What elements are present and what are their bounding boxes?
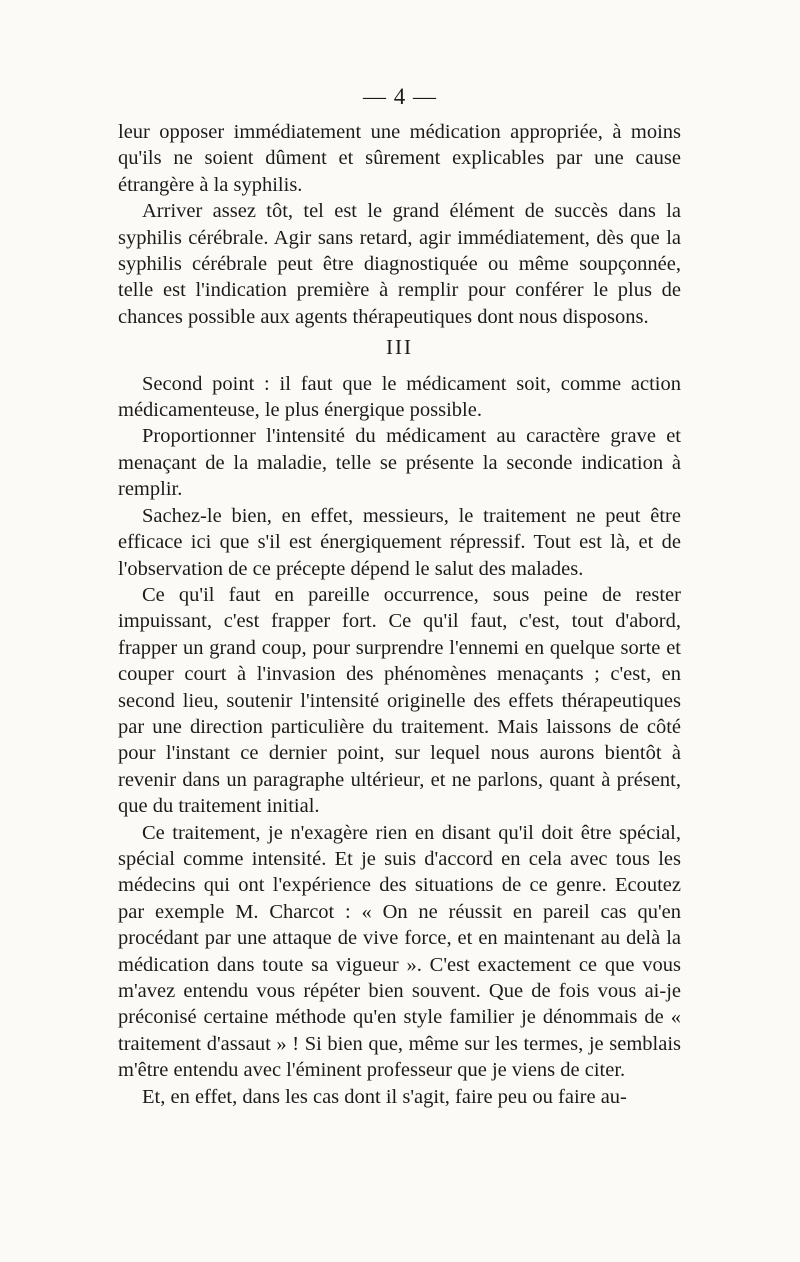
paragraph: Second point : il faut que le médicament soit, comme action médicamenteuse, le plus énergique possible. — [118, 372, 681, 422]
paragraph: Et, en effet, dans les cas dont il s'agit, faire peu ou faire au- — [142, 1085, 627, 1108]
paragraph-continuation: leur opposer immédiatement une médication appropriée, à moins qu'ils ne soient dûment et sûrement explicables par une cause étrangère à la syphilis. — [118, 121, 681, 196]
paragraph: Arriver assez tôt, tel est le grand élément de succès dans la syphilis cérébrale. Agir sans retard, agir immédiatement, dès que la syphilis cérébrale peut être diagnostiquée ou même soupçonnée, telle est l'indication première à remplir pour conférer le plus de chances possible aux agents thérapeutiques dont nous disposons. — [118, 200, 681, 328]
page-number: — 4 — — [363, 84, 437, 109]
paragraph: Proportionner l'intensité du médicament au caractère grave et menaçant de la maladie, telle se présente la seconde indication à remplir. — [118, 425, 681, 501]
section-heading: III — [386, 335, 413, 360]
paragraph: Sachez-le bien, en effet, messieurs, le traitement ne peut être efficace ici que s'il est énergiquement répressif. Tout est là, et de l'observation de ce précepte dépend le salut des malades. — [118, 504, 681, 580]
paragraph: Ce traitement, je n'exagère rien en disant qu'il doit être spécial, spécial comme intensité. Et je suis d'accord en cela avec tous les médecins qui ont l'expérience des situations de ce genre. Ecoutez par exemple M. Charcot : « On ne réussit en pareil cas qu'en procédant par une attaque de vive force, et en maintenant au delà la médication dans toute sa vigueur ». C'est exactement ce que vous m'avez entendu vous répéter bien souvent. Que de fois vous ai-je préconisé certaine méthode qu'en style familier je dénommais de « traitement d'assaut » ! Si bien que, même sur les termes, je semblais m'être entendu avec l'éminent professeur que je viens de citer. — [118, 821, 681, 1082]
paragraph: Ce qu'il faut en pareille occurrence, sous peine de rester impuissant, c'est frapper fort. Ce qu'il faut, c'est, tout d'abord, frapper un grand coup, pour surprendre l'ennemi en quelque sorte et couper court à l'invasion des phénomènes menaçants ; c'est, en second lieu, soutenir l'intensité originelle des effets thérapeutiques par une direction particulière du traitement. Mais laissons de côté pour l'instant ce dernier point, sur lequel nous aurons bientôt à revenir dans un paragraphe ultérieur, et ne parlons, quant à présent, que du traitement initial. — [118, 583, 681, 818]
page-body — [118, 119, 681, 1110]
